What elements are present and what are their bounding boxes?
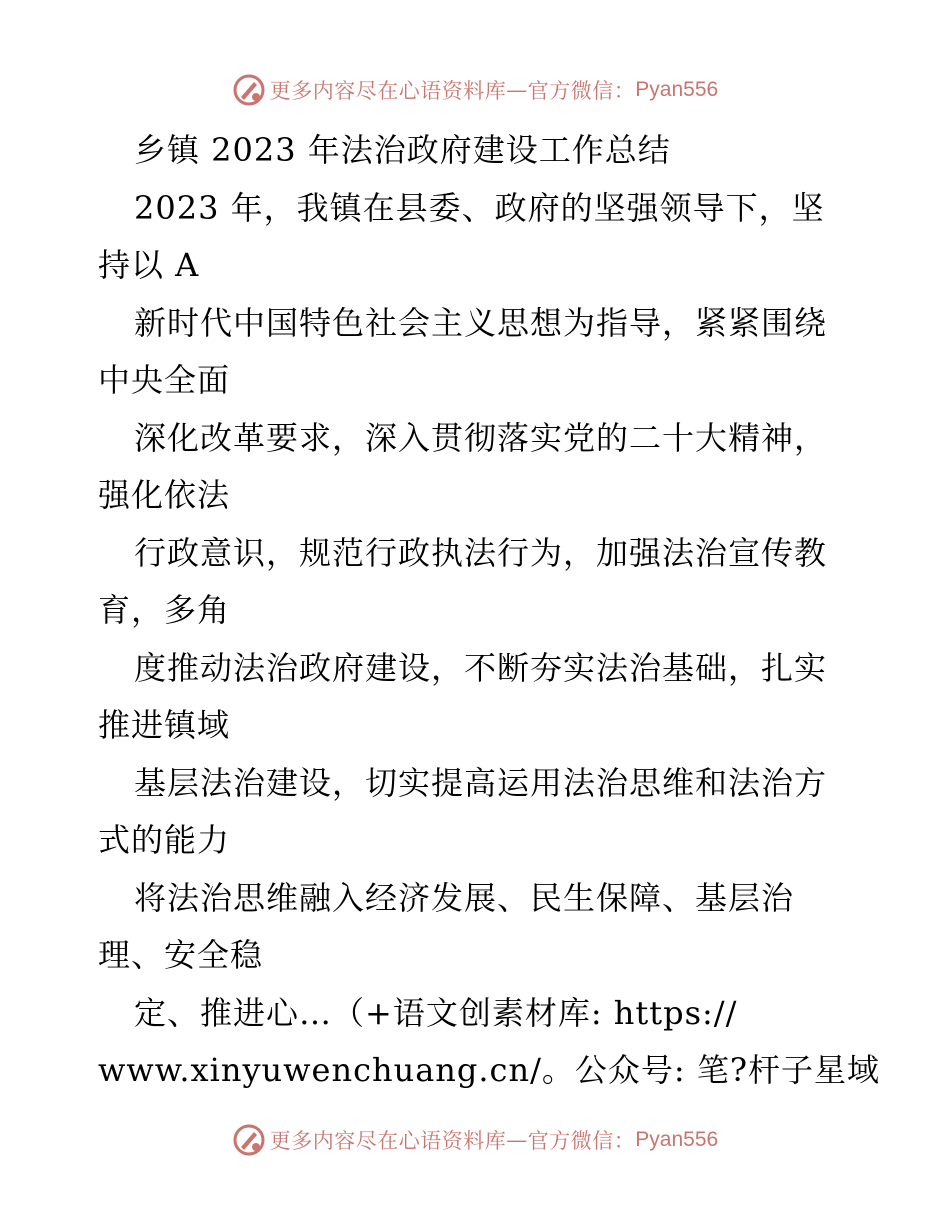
document-body: [98, 122, 880, 1100]
document-title: 乡镇 2023 年法治政府建设工作总结: [134, 131, 671, 169]
document-line: 中央全面: [98, 361, 231, 399]
document-line: 式的能力: [98, 821, 231, 859]
document-line: 定、推进心…（+语文创素材库: https://: [134, 993, 738, 1032]
document-line: 育，多角: [98, 591, 231, 629]
watermark-wechat-id: Pyan556: [635, 1128, 719, 1151]
quill-seal-icon: [232, 1123, 266, 1157]
document-line: 深化改革要求，深入贯彻落实党的二十大精神，: [134, 418, 828, 457]
watermark-dash: —: [506, 1128, 528, 1152]
watermark-wechat-label: 官方微信：: [527, 1129, 636, 1153]
watermark-text: 更多内容尽在心语资料库: [269, 79, 507, 103]
document-line: www.xinyuwenchuang.cn/。公众号: 笔?杆子星域: [98, 1051, 880, 1089]
document-line: 新时代中国特色社会主义思想为指导，紧紧围绕: [134, 303, 828, 342]
document-line: 基层法治建设，切实提高运用法治思维和法治方: [134, 763, 828, 802]
quill-seal-icon: [232, 73, 266, 107]
watermark-wechat-id: Pyan556: [635, 78, 719, 101]
watermark-banner-top: [0, 70, 950, 110]
document-line: 2023 年，我镇在县委、政府的坚强领导下，坚: [134, 188, 825, 227]
document-line: 推进镇域: [98, 706, 231, 744]
watermark-banner-bottom: [0, 1120, 950, 1160]
document-line: 理、安全稳: [98, 936, 264, 974]
watermark-text: 更多内容尽在心语资料库: [269, 1129, 507, 1153]
watermark-wechat-label: 官方微信：: [527, 79, 636, 103]
document-line: 持以 A: [98, 246, 200, 284]
document-line: 强化依法: [98, 476, 231, 514]
document-line: 将法治思维融入经济发展、民生保障、基层治: [134, 878, 795, 917]
document-line: 行政意识，规范行政执法行为，加强法治宣传教: [134, 533, 828, 572]
document-line: 度推动法治政府建设，不断夯实法治基础，扎实: [134, 648, 828, 687]
watermark-dash: —: [506, 78, 528, 102]
